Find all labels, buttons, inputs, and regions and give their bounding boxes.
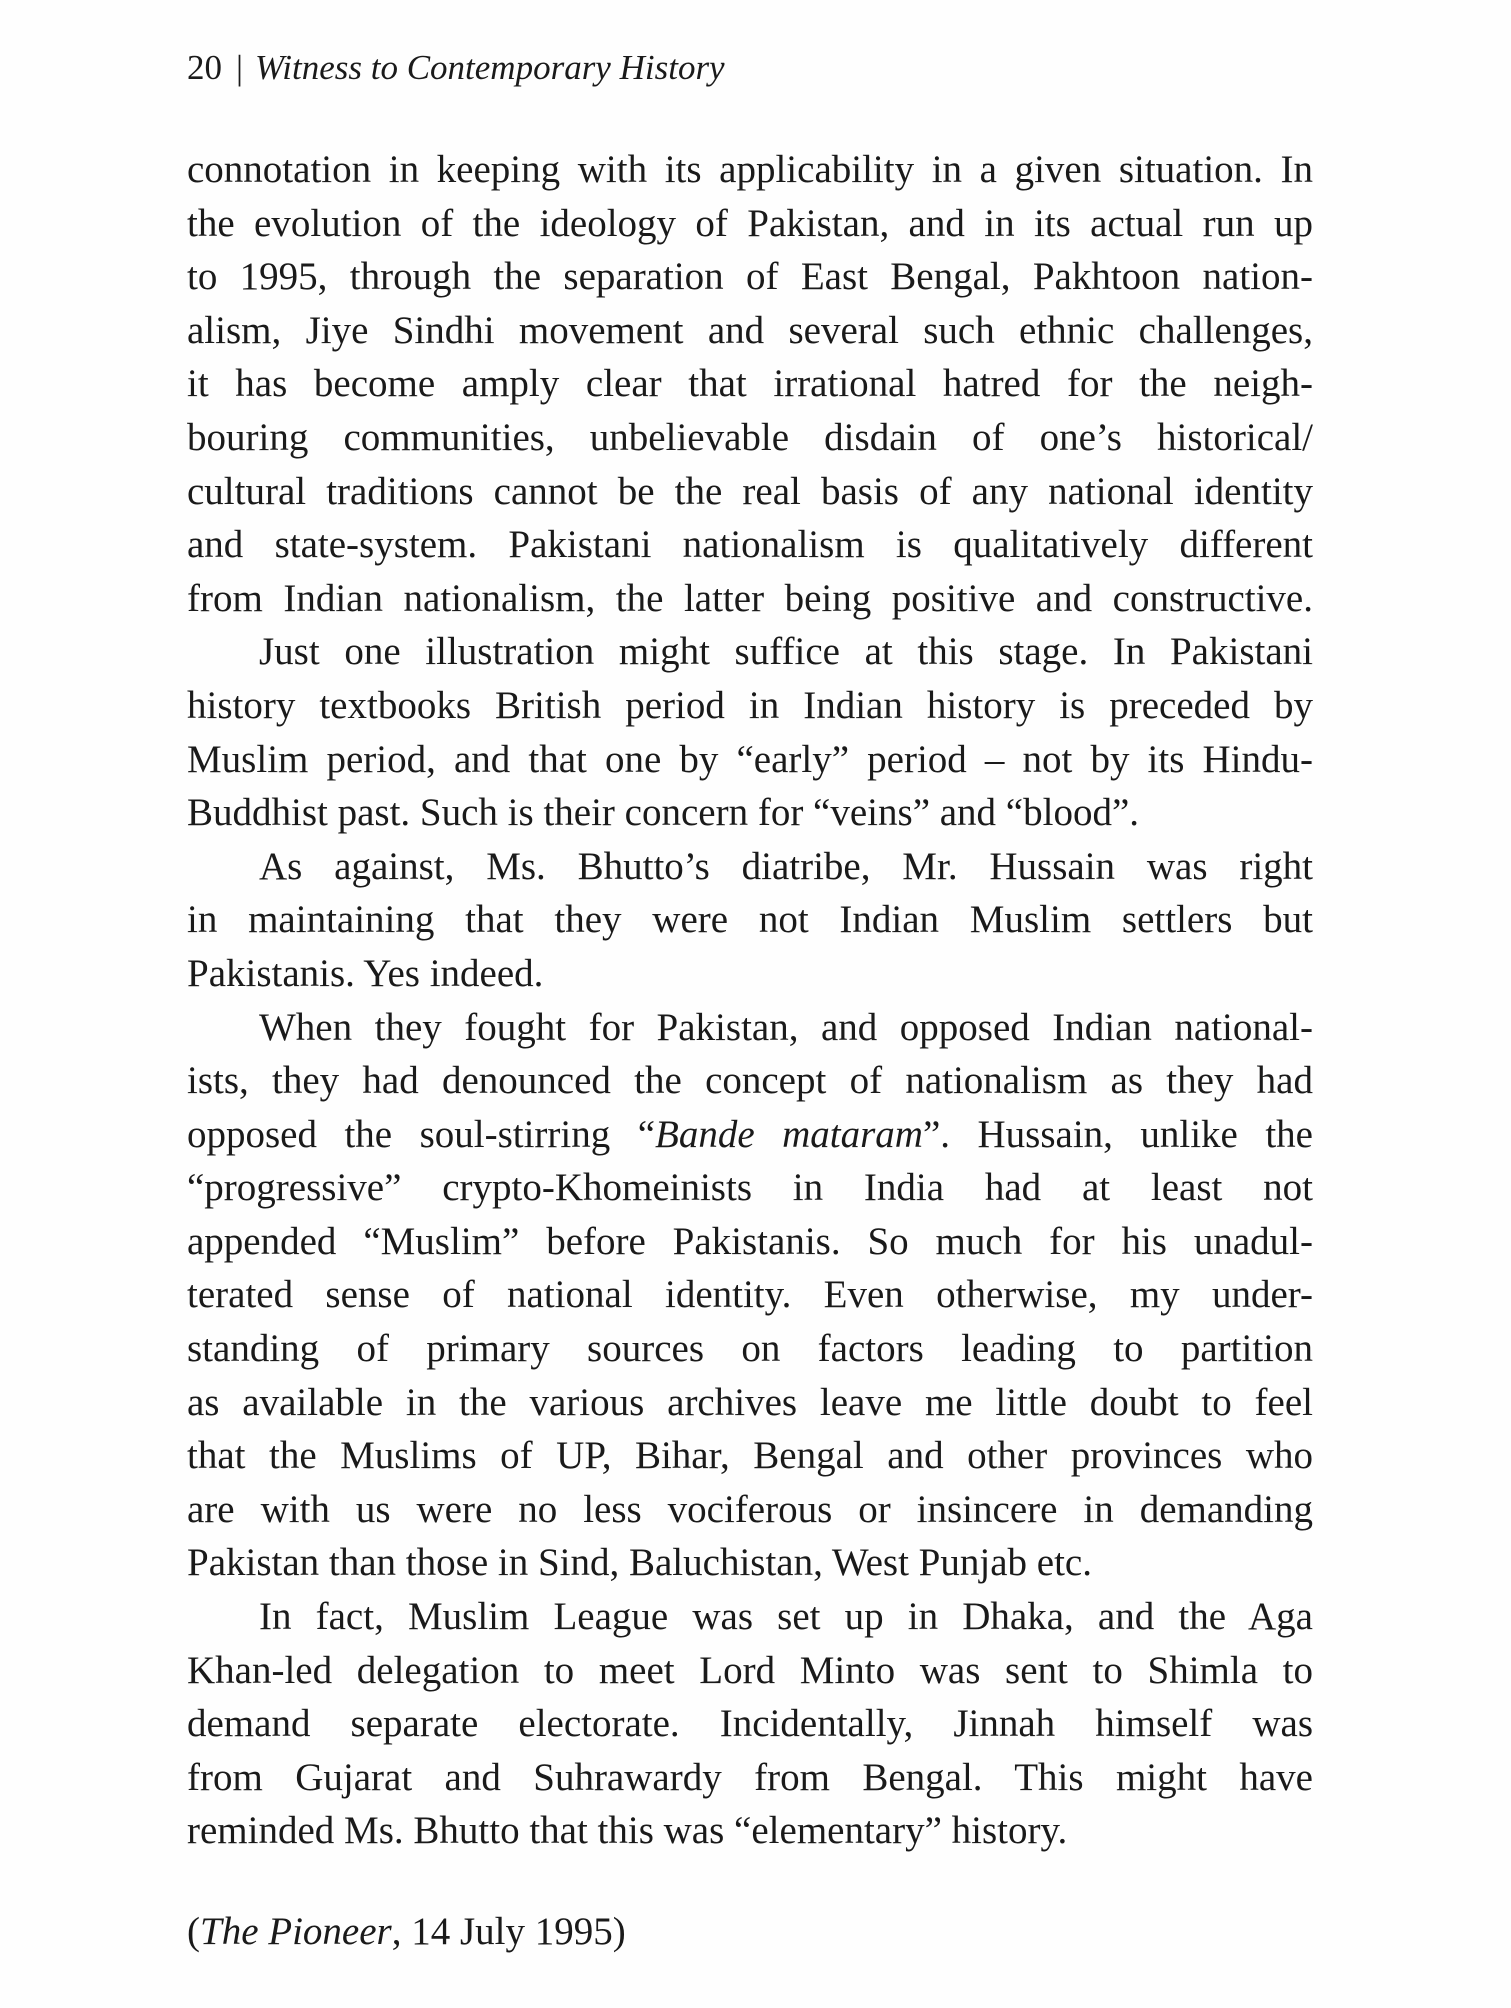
text-line: Pakistan than those in Sind, Baluchistan, West Punjab etc. bbox=[187, 1541, 1092, 1585]
text-line: as available in the various archives leave me little doubt to feel bbox=[187, 1380, 1313, 1424]
text-segment: opposed the soul-stirring “ bbox=[187, 1112, 656, 1156]
text-line: Just one illustration might suffice at this stage. In Pakistani bbox=[259, 630, 1313, 674]
text-line: it has become amply clear that irrational hatred for the neigh- bbox=[187, 362, 1313, 406]
page-number: 20 bbox=[187, 48, 222, 87]
citation-source: The Pioneer bbox=[200, 1910, 392, 1953]
text-line: Buddhist past. Such is their concern for “veins” and “blood”. bbox=[187, 791, 1140, 835]
text-line: In fact, Muslim League was set up in Dhaka, and the Aga bbox=[259, 1595, 1313, 1639]
running-header bbox=[187, 44, 725, 92]
text-segment: ”. Hussain, unlike the bbox=[922, 1112, 1313, 1156]
citation-open: ( bbox=[187, 1910, 200, 1953]
text-line: Khan-led delegation to meet Lord Minto was sent to Shimla to bbox=[187, 1648, 1313, 1692]
citation-date: , 14 July 1995) bbox=[391, 1910, 626, 1953]
text-line: from Gujarat and Suhrawardy from Bengal. This might have bbox=[187, 1755, 1313, 1799]
text-line: demand separate electorate. Incidentally, Jinnah himself was bbox=[187, 1702, 1313, 1746]
text-line: cultural traditions cannot be the real basis of any national identity bbox=[187, 469, 1313, 513]
text-line: the evolution of the ideology of Pakistan, and in its actual run up bbox=[187, 201, 1313, 245]
text-line: bouring communities, unbelievable disdain of one’s historical/ bbox=[187, 415, 1313, 459]
header-separator: | bbox=[236, 48, 244, 87]
text-line: from Indian nationalism, the latter being positive and constructive. bbox=[187, 576, 1313, 620]
text-line: Pakistanis. Yes indeed. bbox=[187, 951, 544, 995]
text-line: “progressive” crypto-Khomeinists in India had at least not bbox=[187, 1166, 1313, 1210]
text-line: in maintaining that they were not Indian Muslim settlers but bbox=[187, 898, 1313, 942]
text-line: history textbooks British period in Indian history is preceded by bbox=[187, 683, 1313, 727]
text-line: alism, Jiye Sindhi movement and several such ethnic challenges, bbox=[187, 308, 1313, 352]
source-citation bbox=[187, 1905, 626, 1958]
text-line: and state-system. Pakistani nationalism is qualitatively different bbox=[187, 523, 1313, 567]
text-line: appended “Muslim” before Pakistanis. So much for his unadul- bbox=[187, 1219, 1313, 1263]
text-line: reminded Ms. Bhutto that this was “elementary” history. bbox=[187, 1809, 1068, 1853]
text-line: connotation in keeping with its applicability in a given situation. In bbox=[187, 148, 1313, 191]
text-line: to 1995, through the separation of East Bengal, Pakhtoon nation- bbox=[187, 255, 1313, 299]
body-text bbox=[187, 143, 1313, 1858]
text-line: ists, they had denounced the concept of nationalism as they had bbox=[187, 1059, 1313, 1103]
text-line: terated sense of national identity. Even otherwise, my under- bbox=[187, 1273, 1313, 1317]
text-line: that the Muslims of UP, Bihar, Bengal and other provinces who bbox=[187, 1434, 1313, 1478]
song-title: Bande mataram bbox=[655, 1112, 923, 1156]
text-line bbox=[187, 1108, 1313, 1162]
text-line: Muslim period, and that one by “early” period – not by its Hindu- bbox=[187, 737, 1313, 781]
text-line: When they fought for Pakistan, and opposed Indian national- bbox=[259, 1005, 1313, 1049]
text-line: standing of primary sources on factors leading to partition bbox=[187, 1327, 1313, 1371]
text-line: As against, Ms. Bhutto’s diatribe, Mr. Hussain was right bbox=[259, 844, 1313, 888]
book-title: Witness to Contemporary History bbox=[255, 48, 725, 87]
text-line: are with us were no less vociferous or insincere in demanding bbox=[187, 1487, 1313, 1531]
